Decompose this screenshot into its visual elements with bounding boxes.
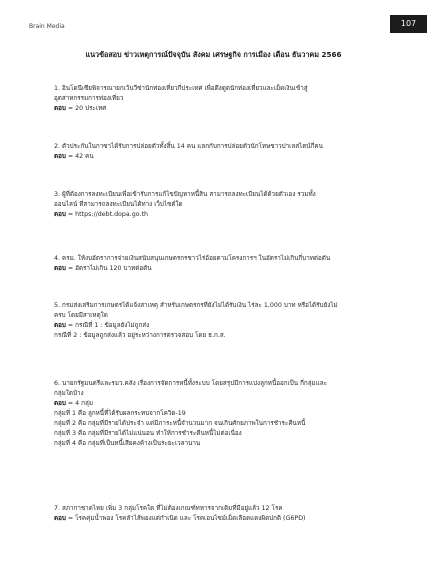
- answer-text: = 42 คน: [65, 153, 94, 160]
- answer-detail: กรณีที่ 2 : ข้อมูลถูกส่งแล้ว อยู่ระหว่างการตรวจสอบ โดย ธ.ก.ส.: [54, 332, 226, 339]
- question-text: 7. สภากาชาดไทย เพิ่ม 3 กลุ่มโรคใด ที่ไม่ต้องเกณฑ์ทหารจากเดิมที่มีอยู่แล้ว 12 โรค: [54, 505, 283, 512]
- answer-text: = โรคคุ่มน้ำพอง โรคลำไส้พองแต่กำเนิด และ โรคเอนไซม์เม็ดเลือดแดงผิดปกติ (G6PD): [65, 515, 306, 522]
- question-item: [54, 504, 394, 524]
- question-item: [54, 254, 394, 274]
- question-text: 4. ครม. ให้งบอัตราการจ่ายเงินสนับสนุนเกษตรกรชาวไร่อ้อยตามโครงการฯ ในอัตราไม่เกินกี่บาทต่อตัน: [54, 255, 331, 262]
- question-text: ครบ โดยมีสาเหตุใด: [54, 312, 108, 319]
- question-text: กลุ่มใดบ้าง: [54, 390, 84, 397]
- question-item: [54, 84, 394, 114]
- answer-line: [54, 321, 394, 331]
- answer-label: ตอบ: [54, 105, 66, 112]
- answer-line: [54, 152, 394, 162]
- answer-detail: กลุ่มที่ 2 คือ กลุ่มที่มีรายได้ประจำ แต่มีภาระหนี้จำนวนมาก จนเกินศักยภาพในการชำระคืนหนี้: [54, 420, 306, 427]
- answer-line: [54, 210, 394, 220]
- answer-line: [54, 104, 394, 114]
- answer-detail: กลุ่มที่ 1 คือ ลูกหนี้ที่ได้รับผลกระทบจากโควิด-19: [54, 410, 186, 417]
- answer-label: ตอบ: [54, 153, 66, 160]
- question-text: 1. อินโดนีเซียพิจารณายกเว้นวีซ่านักท่องเที่ยวกี่ประเทศ เพื่อดึงดูดนักท่องเที่ยวและเม็ดเงินเข้าสู่: [54, 85, 308, 92]
- question-item: [54, 190, 394, 220]
- answer-label: ตอบ: [54, 211, 66, 218]
- question-text: 3. ผู้ที่ต้องการลงทะเบียนเพื่อเข้ารับการแก้ไขปัญหาหนี้สิน สามารถลงทะเบียนได้ด้วยตัวเอง รวมทั้ง: [54, 191, 316, 198]
- answer-line: [54, 399, 394, 409]
- answer-line: [54, 514, 394, 524]
- question-text: 6. นายกรัฐมนตรีและรมว.คลัง เรื่องการจัดการหนี้ทั้งระบบ โดยสรุปมีการแบ่งลูกหนี้ออกเป็น กี่กลุ่มและ: [54, 380, 328, 387]
- page-number-badge: 107: [390, 15, 427, 33]
- answer-label: ตอบ: [54, 400, 66, 407]
- answer-text: = อัตราไม่เกิน 120 บาทต่อตัน: [65, 265, 152, 272]
- question-item: [54, 379, 394, 449]
- answer-label: ตอบ: [54, 265, 66, 272]
- question-text: อุตสาหกรรมการท่องเที่ยว: [54, 95, 124, 102]
- answer-detail: กลุ่มที่ 3 คือ กลุ่มที่มีรายได้ไม่แน่นอน ทำให้การชำระคืนหนี้ไม่ต่อเนื่อง: [54, 430, 242, 437]
- answer-label: ตอบ: [54, 322, 66, 329]
- question-item: [54, 142, 394, 162]
- answer-text: = กรณีที่ 1 : ข้อมูลยังไม่ถูกส่ง: [65, 322, 150, 329]
- question-text: ออนไลน์ ที่สามารถลงทะเบียนได้ทาง เว็บไซต์ใด: [54, 201, 183, 208]
- answer-line: [54, 264, 394, 274]
- question-text: 2. ตัวประกันในกาซาได้รับการปล่อยตัวทั้งสิ้น 14 คน แลกกับการปล่อยตัวนักโทษชาวปาเลสไตน์กี่คน: [54, 143, 323, 150]
- answer-text: = https://debt.dopa.go.th: [65, 211, 148, 218]
- answer-label: ตอบ: [54, 515, 66, 522]
- question-item: [54, 301, 394, 341]
- header-brand: Brain Media: [29, 23, 65, 30]
- question-text: 5. กรมส่งเสริมการเกษตรได้แจ้งสาเหตุ สำหรับเกษตรกรที่ยังไม่ได้รับเงิน ไร่ละ 1,000 บาท หรือได้รับยังไม่: [54, 302, 338, 309]
- answer-text: = 4 กลุ่ม: [65, 400, 93, 407]
- answer-text: = 20 ประเทศ: [65, 105, 107, 112]
- page-title: แนวข้อสอบ ข่าวเหตุการณ์ปัจจุบัน สังคม เศรษฐกิจ การเมือง เดือน ธันวาคม 2566: [85, 50, 342, 59]
- answer-detail: กลุ่มที่ 4 คือ กลุ่มที่เป็นหนี้เสียคงค้างเป็นระยะเวลานาน: [54, 440, 201, 447]
